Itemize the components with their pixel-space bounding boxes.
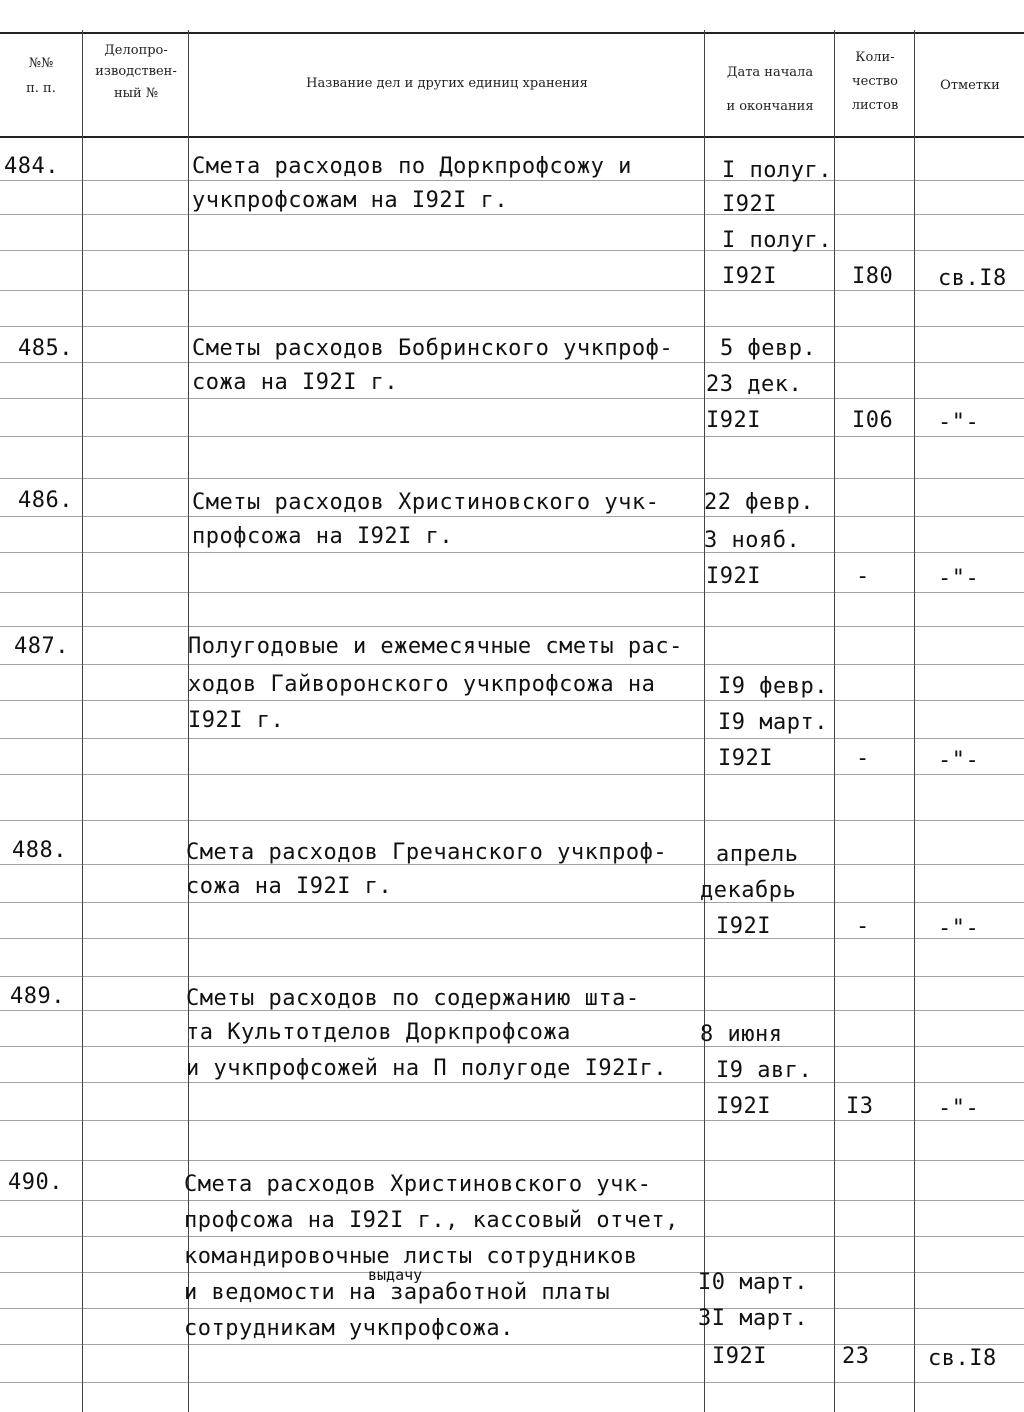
ruled-line <box>0 664 1024 665</box>
ruled-line <box>0 774 1024 775</box>
header-top-border <box>0 32 1024 34</box>
ruled-line <box>0 820 1024 821</box>
ruled-line <box>0 1308 1024 1309</box>
entry-date-line: декабрь <box>700 878 797 903</box>
entry-number: 490. <box>8 1170 63 1195</box>
entry-marks: -"- <box>938 916 980 941</box>
entry-date-line: 23 дек. <box>706 372 803 397</box>
header-sheets-column <box>836 46 914 118</box>
ruled-line <box>0 290 1024 291</box>
entry-marks: -"- <box>938 410 980 435</box>
entry-date-line: I9 февр. <box>718 674 828 699</box>
entry-marks: св.I8 <box>938 266 1007 291</box>
entry-marks: -"- <box>938 566 980 591</box>
ruled-line <box>0 592 1024 593</box>
column-divider <box>704 30 705 1412</box>
ruled-line <box>0 552 1024 553</box>
entry-date-line: I9 авг. <box>716 1058 813 1083</box>
entry-date-line: I92I <box>722 264 777 289</box>
entry-date-line: I0 март. <box>698 1270 808 1295</box>
header-title: Название дел и других единиц хранения <box>306 76 588 91</box>
entry-title-line: Смета расходов Христиновского учк- <box>184 1172 652 1197</box>
entry-number: 489. <box>10 984 65 1009</box>
entry-sheets: - <box>856 746 870 771</box>
header-num-column <box>0 52 82 101</box>
header-num-line2: п. п. <box>26 80 56 96</box>
ruled-line <box>0 436 1024 437</box>
entry-date-line: I полуг. <box>722 228 832 253</box>
ruled-line <box>0 1160 1024 1161</box>
entry-sheets: 23 <box>842 1344 870 1369</box>
ruled-line <box>0 1236 1024 1237</box>
entry-marks: -"- <box>938 748 980 773</box>
handwritten-insert-word: выдачу <box>368 1266 423 1284</box>
ruled-line <box>0 700 1024 701</box>
entry-marks: -"- <box>938 1096 980 1121</box>
ruled-line <box>0 1272 1024 1273</box>
entry-date-line: I полуг. <box>722 158 832 183</box>
header-sheets-line2: чество <box>852 74 898 90</box>
entry-date-line: 3I март. <box>698 1306 808 1331</box>
entry-date-line: апрель <box>716 842 799 867</box>
ruled-line <box>0 1082 1024 1083</box>
header-office-line1: Делопро- <box>104 43 168 58</box>
entry-date-line: 3 нояб. <box>704 528 801 553</box>
header-sheets-line3: листов <box>851 98 899 114</box>
header-title-column <box>190 72 704 97</box>
entry-title-line: Смета расходов Гречанского учкпроф- <box>186 840 668 865</box>
entry-title-line: профсожа на I92I г., кассовый отчет, <box>184 1208 679 1233</box>
entry-marks: св.I8 <box>928 1346 997 1371</box>
entry-date-line: I92I <box>716 1094 771 1119</box>
entry-date-line: 5 февр. <box>720 336 817 361</box>
header-sheets-line1: Коли- <box>855 50 895 65</box>
column-divider <box>834 30 835 1412</box>
header-marks-column <box>916 74 1024 99</box>
header-dates-column <box>706 56 834 124</box>
entry-title-line: профсожа на I92I г. <box>192 524 454 549</box>
entry-title-line: Сметы расходов Христиновского учк- <box>192 490 660 515</box>
ruled-line <box>0 976 1024 977</box>
ruled-line <box>0 938 1024 939</box>
header-marks: Отметки <box>940 78 1000 93</box>
ruled-line <box>0 214 1024 215</box>
entry-sheets: - <box>856 564 870 589</box>
ruled-line <box>0 1382 1024 1383</box>
entry-date-line: I92I <box>712 1344 767 1369</box>
ruled-line <box>0 738 1024 739</box>
header-office-line3: ный № <box>113 85 159 101</box>
entry-date-line: I9 март. <box>718 710 828 735</box>
ruled-line <box>0 398 1024 399</box>
entry-date-line: 8 июня <box>700 1022 783 1047</box>
entry-title-line: и учкпрофсожей на П полугоде I92Iг. <box>186 1056 668 1081</box>
header-dates-line2: и окончания <box>726 98 814 114</box>
entry-title-line: командировочные листы сотрудников <box>184 1244 638 1269</box>
entry-title-line: та Культотделов Доркпрофсожа <box>186 1020 571 1045</box>
header-office-line2: изводствен- <box>95 64 177 80</box>
entry-number: 488. <box>12 838 67 863</box>
header-dates-line1: Дата начала <box>726 65 814 80</box>
ruled-line <box>0 1200 1024 1201</box>
ruled-line <box>0 626 1024 627</box>
entry-number: 486. <box>18 488 73 513</box>
column-divider <box>914 30 915 1412</box>
ruled-line <box>0 362 1024 363</box>
ruled-line <box>0 1344 1024 1345</box>
entry-sheets: I06 <box>852 408 894 433</box>
ruled-line <box>0 1120 1024 1121</box>
ruled-line <box>0 1046 1024 1047</box>
ruled-line <box>0 326 1024 327</box>
ruled-line <box>0 516 1024 517</box>
entry-sheets: I80 <box>852 264 894 289</box>
ruled-line <box>0 478 1024 479</box>
entry-date-line: I92I <box>706 408 761 433</box>
entry-title-line: I92I г. <box>188 708 285 733</box>
entry-title-line: сожа на I92I г. <box>192 370 399 395</box>
entry-date-line: I92I <box>706 564 761 589</box>
entry-date-line: I92I <box>722 192 777 217</box>
entry-date-line: I92I <box>718 746 773 771</box>
ruled-line <box>0 180 1024 181</box>
entry-title-line: ходов Гайворонского учкпрофсожа на <box>188 672 656 697</box>
entry-title-line: Сметы расходов по содержанию шта- <box>186 986 640 1011</box>
entry-title-line: Смета расходов по Доркпрофсожу и <box>192 154 632 179</box>
header-bottom-border <box>0 136 1024 138</box>
entry-number: 484. <box>4 154 59 179</box>
entry-title-line: Сметы расходов Бобринского учкпроф- <box>192 336 674 361</box>
entry-date-line: 22 февр. <box>704 490 814 515</box>
entry-number: 485. <box>18 336 73 361</box>
entry-title-line: сотрудникам учкпрофсожа. <box>184 1316 514 1341</box>
header-office-column <box>84 40 188 104</box>
entry-sheets: - <box>856 914 870 939</box>
ruled-line <box>0 902 1024 903</box>
entry-date-line: I92I <box>716 914 771 939</box>
entry-title-line: и ведомости на заработной платы <box>184 1280 611 1305</box>
entry-sheets: I3 <box>846 1094 874 1119</box>
entry-title-line: учкпрофсожам на I92I г. <box>192 188 509 213</box>
entry-title-line: Полугодовые и ежемесячные сметы рас- <box>188 634 683 659</box>
entry-title-line: сожа на I92I г. <box>186 874 393 899</box>
header-num-line1: №№ <box>28 56 54 71</box>
ruled-line <box>0 250 1024 251</box>
entry-number: 487. <box>14 634 69 659</box>
column-divider <box>82 30 83 1412</box>
